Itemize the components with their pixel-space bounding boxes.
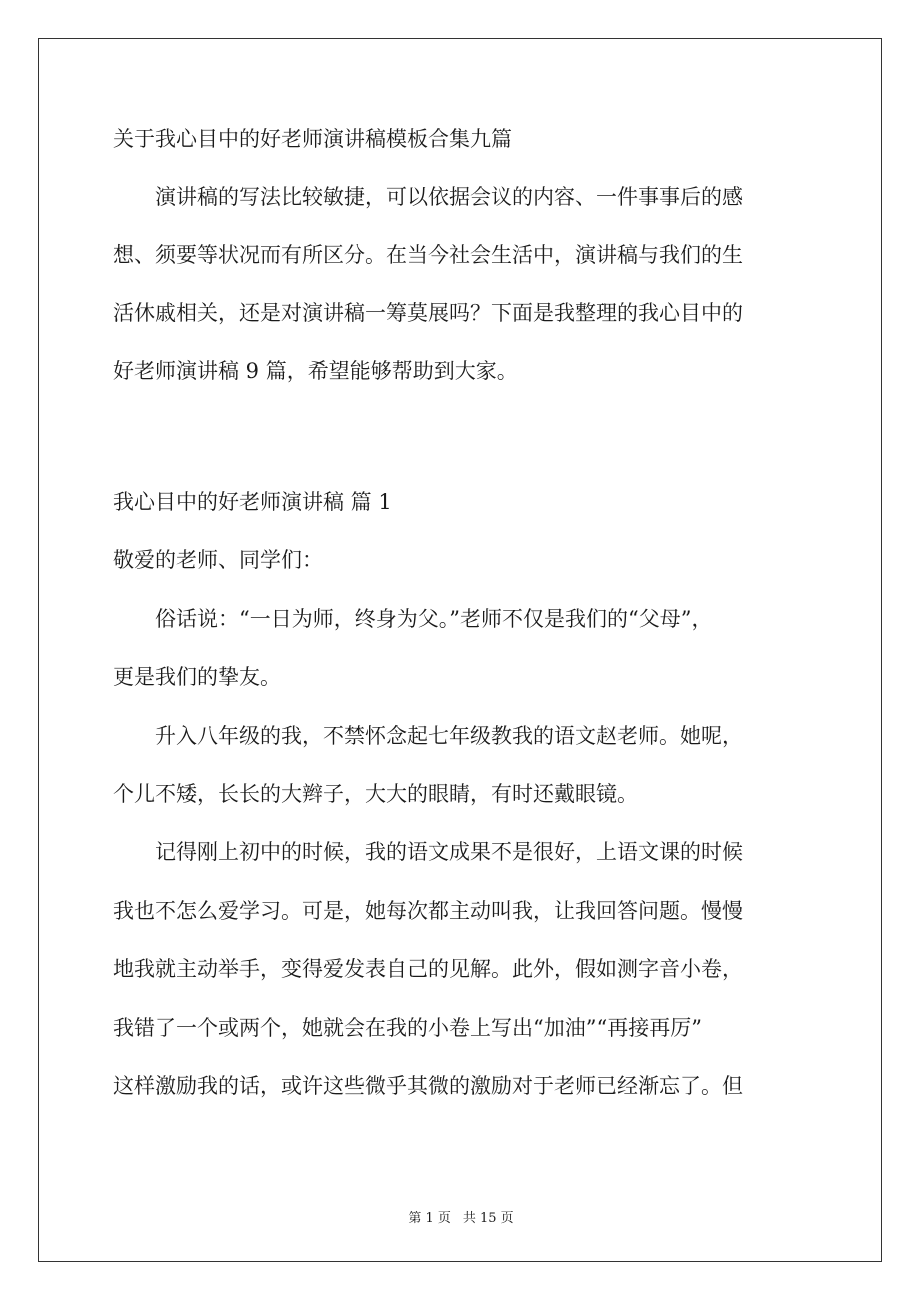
paragraph-line: 地我就主动举手，变得爱发表自己的见解。此外，假如测字音小卷， [113, 957, 743, 981]
intro-line: 演讲稿的写法比较敏捷，可以依据会议的内容、一件事事后的感 [155, 185, 743, 209]
section-heading: 我心目中的好老师演讲稿 篇 1 [113, 490, 392, 514]
intro-line: 活休戚相关，还是对演讲稿一筹莫展吗？下面是我整理的我心目中的 [113, 301, 743, 325]
paragraph-line: 俗话说：“一日为师，终身为父。”老师不仅是我们的“父母”， [155, 607, 713, 631]
paragraph-line: 更是我们的挚友。 [113, 665, 281, 689]
page-number: 第 1 页 [408, 1211, 451, 1226]
paragraph-line: 个儿不矮，长长的大辫子，大大的眼睛，有时还戴眼镜。 [113, 782, 638, 806]
paragraph-line: 我也不怎么爱学习。可是，她每次都主动叫我，让我回答问题。慢慢 [113, 899, 743, 923]
document-page [38, 38, 882, 1262]
page-footer [39, 1207, 883, 1226]
paragraph-line: 这样激励我的话，或许这些微乎其微的激励对于老师已经渐忘了。但 [113, 1074, 743, 1098]
paragraph-line: 我错了一个或两个，她就会在我的小卷上写出“加油”“再接再厉” [113, 1016, 702, 1040]
intro-line: 好老师演讲稿 9 篇，希望能够帮助到大家。 [113, 359, 518, 383]
paragraph-line: 升入八年级的我，不禁怀念起七年级教我的语文赵老师。她呢， [155, 724, 743, 748]
salutation: 敬爱的老师、同学们： [113, 548, 323, 572]
intro-line: 想、须要等状况而有所区分。在当今社会生活中，演讲稿与我们的生 [113, 243, 743, 267]
document-title: 关于我心目中的好老师演讲稿模板合集九篇 [113, 127, 512, 151]
paragraph-line: 记得刚上初中的时候，我的语文成果不是很好，上语文课的时候 [155, 840, 743, 864]
page-total: 共 15 页 [462, 1211, 514, 1226]
